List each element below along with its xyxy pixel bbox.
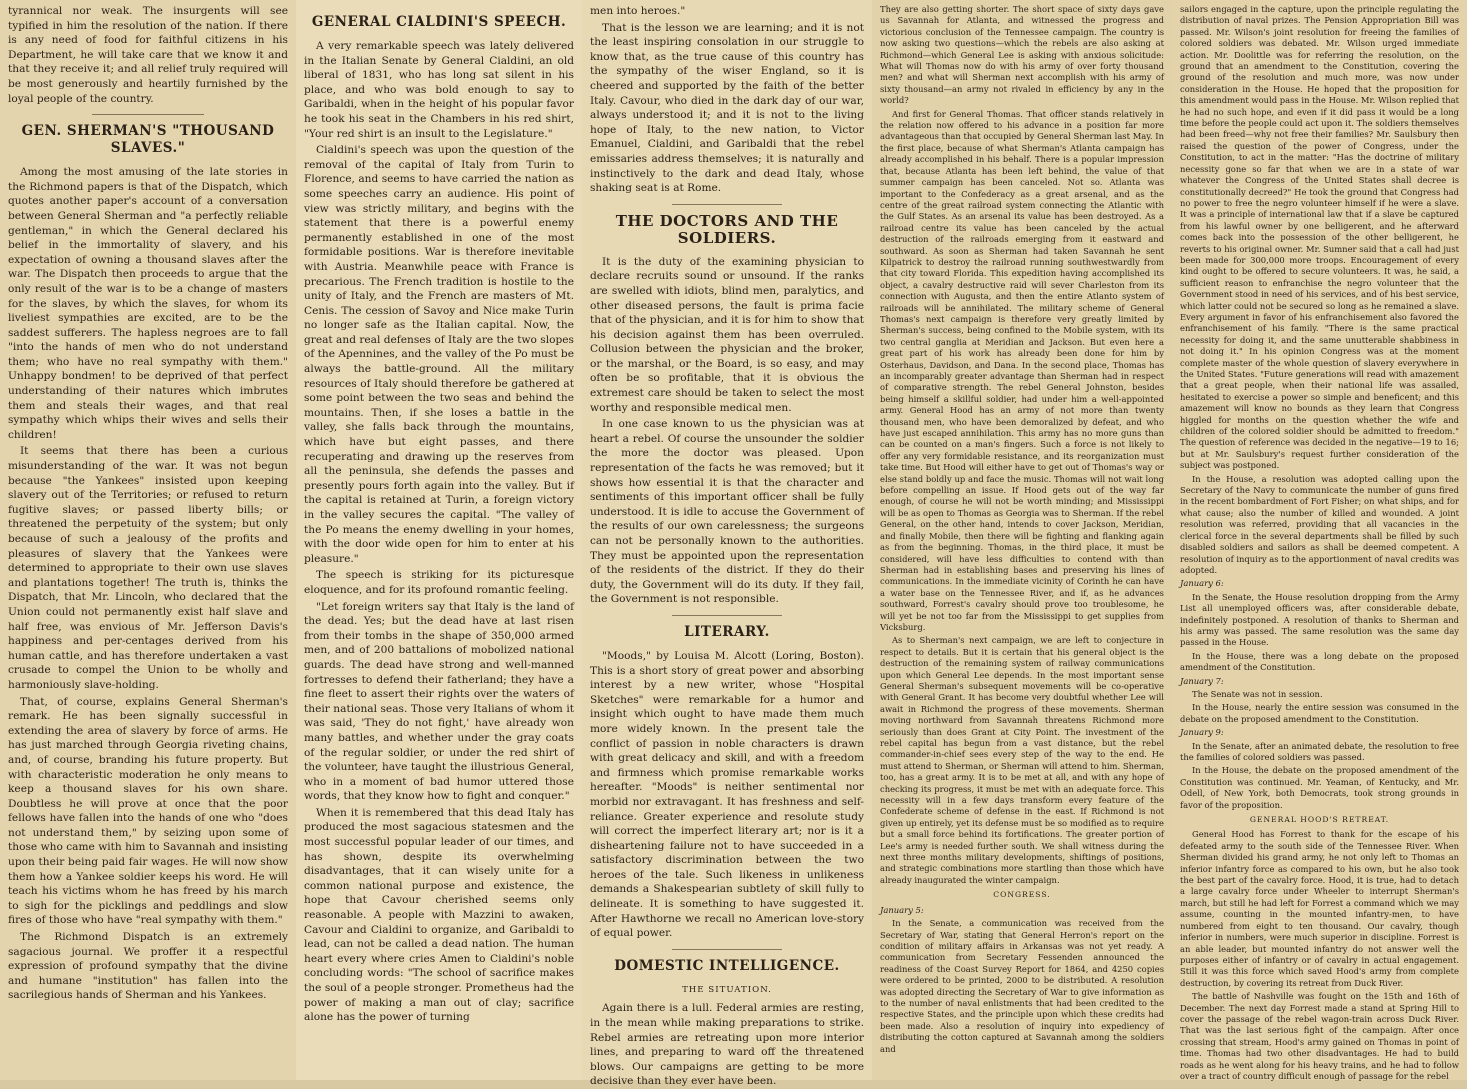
article-heading-domestic: DOMESTIC INTELLIGENCE. (614, 957, 840, 974)
article-paragraph: In the House, the debate on the proposed amendment of the Constitution was continued. Mr. Yeaman, of Kentucky, and Mr. Odell, of New York, both Democrats, took strong grounds in favor of the proposition. (1180, 765, 1459, 810)
article-paragraph: A very remarkable speech was lately delivered in the Italian Senate by General Cialdini, an old liberal of 1831, who has long sat silent in his place, and who was bold enough to say to Garibaldi, when in the height of his popular favor he took his seat in the Chambers in his red shirt, "Your red shirt is an insult to the Legislature." (304, 40, 574, 140)
article-paragraph: In the Senate, the House resolution dropping from the Army List all unemployed officers was, after considerable debate, indefinitely postponed. A resolution of thanks to Sherman and his army was passed. The same resolution was the same day passed in the House. (1180, 591, 1459, 648)
column-1 (0, 0, 296, 1080)
divider (672, 615, 782, 616)
date-line: January 7: (1180, 675, 1224, 686)
article-paragraph: In the Senate, after an animated debate, the resolution to free the families of colored soldiers was passed. (1180, 740, 1459, 762)
article-paragraph: And first for General Thomas. That officer stands relatively in the relation now offered to his advance in a position far more advantageous than that occupied by General Sherman last May. In the first place, because of what Sherman's Atlanta campaign has already accomplished in his behalf. There is a popular impression that, because Atlanta has been left behind, the value of that summer campaign has been canceled. Not so. Atlanta was important to the Confederacy as a great arsenal, and as the centre of the great railroad system connecting the Atlantic with the Gulf States. As an arsenal its value has been destroyed. As a railroad centre its value has been canceled by the actual destruction of the railroads emerging from it eastward and southward. As soon as Sherman had taken Savannah he sent Kilpatrick to destroy the railroad running southwestwardly from that city toward Florida. This expedition having accomplished its object, a cavalry destructive raid will sever Charleston from its connection with Augusta, and then the entire Atlanto system of railroads will be annihilated. The military scheme of General Thomas's next campaign is therefore very greatly limited by Sherman's success, being confined to the Mobile system, with its two central ganglia at Meridian and Jackson. But even here a great part of his work has already been done for him by Osterhaus, Davidson, and Dana. In the second place, Thomas has an incomparably greater advantage than Sherman had in respect of comparative strength. The rebel General Johnston, besides being himself a skillful soldier, had under him a well-appointed army. General Hood has an army of not more than twenty thousand men, who have been demoralized by defeat, and who have just escaped annihilation. This army has no more guns than can be counted on a man's fingers. Such a force is not likely to offer any very formidable resistance, and its reorganization must take time. But Hood will either have to get out of Thomas's way or else stand boldly up and face the music. Thomas will not wait long before compelling an issue. If Hood gets out of the way far enough, of course he will not be worth minding; and Mississippi will be as open to Thomas as Georgia was to Sherman. If the rebel General, on the other hand, intends to cover Jackson, Meridian, and finally Mobile, then there will be fighting and flanking again as from the beginning. Thomas, in the third place, it must be considered, will have less difficulties to contend with than Sherman had in establishing bases and preserving his lines of communications. In the immediate vicinity of Corinth he can have a water base on the Tennessee River, and if, as he advances southward, Forrest's cavalry should prove too troublesome, he will yet be not too far from the Mississippi to get supplies from Vicksburg. (880, 108, 1164, 632)
divider (672, 949, 782, 950)
article-paragraph: Again there is a lull. Federal armies are resting, in the mean while making preparations to strike. Rebel armies are retreating upon more interior lines, and preparing to ward off the threatened blows. Our campaigns are getting to be more decisive than they ever have been. (590, 1002, 864, 1088)
article-paragraph: In one case known to us the physician was at heart a rebel. Of course the unsounder the soldier the more the doctor was pleased. Upon representation of the facts he was removed; but it shows how essential it is that the character and sentiments of this important officer shall be fully understood. It is idle to accuse the Government of the results of our own carelessness; the surgeons can not be personally known to the authorities. They must be appointed upon the representation of the residents of the district. If they do their duty, the Government will do its duty. If they fail, the Government is not responsible. (590, 418, 864, 606)
divider (672, 204, 782, 205)
column-3-intro: men into heroes." (590, 5, 686, 17)
column-4 (872, 0, 1172, 1080)
article-paragraph: The Senate was not in session. (1192, 688, 1323, 699)
article-paragraph: That, of course, explains General Sherman's remark. He has been signally successful in extending the area of slavery by force of arms. He has just marched through Georgia riveting chains, and, of course, branding his future property. But with characteristic moderation he only means to keep a thousand slaves for his own share. Doubtless he will prove at once that the poor fellows have fallen into the hands of one who "does not understand them," by seizing upon some of those who came with him to Savannah and insisting upon their being paid fair wages. He will now show them how a Yankee soldier keeps his word. He will teach his victims whom he has freed by his march to sigh for the picklings and peddlings and slow fires of those who have "real sympathy with them." (8, 695, 288, 927)
article-paragraph: sailors engaged in the capture, upon the principle regulating the distribution of naval prizes. The Pension Appropriation Bill was passed. Mr. Wilson's joint resolution for freeing the families of colored soldiers was debated. Mr. Wilson urged immediate action. Mr. Doolittle was for referring the resolution, on the ground that an amendment to the Constitution, covering the ground of the resolution and much more, was now under consideration in the House. He hoped that the proposition for this amendment would pass in the House. Mr. Wilson replied that he had no such hope, and even if it did pass it would be a long time before the people could act upon it. The soldiers themselves had been freed—why not free their families? Mr. Saulsbury then raised the question of the power of Congress, under the Constitution, to act in the matter: "Has the doctrine of military necessity gone so far that when we are in a state of war whatever the Congress of the United States shall decree is constitutionally decreed?" He took the ground that Congress had no power to free the negro volunteer himself if he were a slave. It was a principle of international law that if a slave be captured from his lawful owner by one belligerent, and he afterward comes back into the possession of the other belligerent, he reverts to his original owner. Mr. Sumner said that a call had just been made for 300,000 more troops. Encouragement of every kind ought to be offered to secure volunteers. It was, he said, a sufficient reason to enfranchise the negro volunteer that the Government stood in need of his services, and of his best service, which latter could not be secured so long as he remained a slave. Every argument in favor of his enfranchisement also favored the enfranchisement of his family. "There is the same practical necessity for doing it, and the same unutterable shabbiness in not doing it." In his opinion Congress was at the moment complete master of the whole question of slavery everywhere in the United States. "Future generations will read with amazement that a great people, when their national life was assailed, hesitated to exercise a power so simple and beneficent; and this amazement will know no bounds as they learn that Congress higgled for months on the question whether the wife and children of the colored soldier should be admitted to freedom." The question of reference was decided in the negative—19 to 16; but at Mr. Saulsbury's request further consideration of the subject was postponed. (1180, 4, 1459, 471)
article-heading-literary: LITERARY. (684, 623, 770, 640)
article-heading-sherman: GEN. SHERMAN'S "THOUSAND SLAVES." (21, 123, 275, 157)
article-paragraph: The Richmond Dispatch is an extremely sagacious journal. We proffer it a respectful expression of profound sympathy that the divine and humane "institution" has fallen into the sacrilegious hands of Sherman and his Yankees. (8, 931, 288, 1002)
article-paragraph: In the House, there was a long debate on the proposed amendment of the Constitution. (1180, 650, 1459, 673)
article-paragraph: The battle of Nashville was fought on the 15th and 16th of December. The next day Forrest made a stand at Spring Hill to cover the passage of the rebel wagon-train across Duck River. That was the last serious fight of the campaign. After once crossing that stream, Hood's army gained on Thomas in point of time. Thomas had two other disadvantages. He had to build roads as he went along for his heavy trains, and he had to follow over a tract of country difficult enough of passage for the rebel (1180, 991, 1459, 1081)
section-subheading: GENERAL HOOD'S RETREAT. (1249, 815, 1390, 825)
article-paragraph: As to Sherman's next campaign, we are left to conjecture in respect to details. But it is certain that his general object is the destruction of the remaining system of railway communications upon which General Lee depends. In the most important sense General Sherman's subsequent movements will be co-operative with General Grant. It has become very doubtful whether Lee will await in Richmond the progress of these movements. Sherman moving northward from Savannah threatens Richmond more seriously than does Grant at City Point. The investment of the rebel capital has begun from a vast distance, but the rebel commander-in-chief sees every step of the way to the end. He must attend to Sherman, or Sherman will attend to him. Sherman, too, has a great army. It is to be met at all, and with any hope of checking its progress, it must be met with an adequate force. This necessity will in a few days transform every feature of the Confederate scheme of defense in the east. If Richmond is not given up entirely, yet its defense must be so modified as to require but a small force behind its fortifications. The greater portion of Lee's army is needed further south. We shall witness during the next three months military developments, shiftings of positions, and strategic combinations more startling than those which have already inaugurated the winter campaign. (880, 635, 1164, 885)
date-line: January 5: (880, 904, 924, 915)
article-paragraph: The speech is striking for its picturesque eloquence, and for its profound romantic feeling. (304, 569, 574, 596)
article-paragraph: In the House, nearly the entire session was consumed in the debate on the proposed amendment to the Constitution. (1180, 702, 1459, 724)
article-paragraph: It is the duty of the examining physician to declare recruits sound or unsound. If the ranks are swelled with idiots, blind men, paralytics, and other diseased persons, the fault is prima facie that of the physician, and it is for him to show that his decision against them has been overruled. Collusion between the physician and the broker, or the marshal, or the Board, is so easy, and may often be so profitable, that it is obvious the extremest care should be taken to select the most worthy and responsible medical men. (590, 255, 864, 414)
article-paragraph: It seems that there has been a curious misunderstanding of the war. It was not begun because "the Yankees" insisted upon keeping slavery out of the Territories; or refused to return fugitive slaves; or passed liberty bills; or threatened the perpetuity of the system; but only because of such a jealousy of the profits and pleasures of slavery that the Yankees were determined to appropriate to their own use slaves and plantations together! The truth is, thinks the Dispatch, that Mr. Lincoln, who declared that the Union could not permanently exist half slave and half free, was envious of Mr. Jefferson Davis's happiness and per-centages derived from his human cattle, and has therefore undertaken a vast crusade to compel the Union to be wholly and harmoniously slave-holding. (8, 445, 288, 691)
divider (92, 114, 204, 115)
column-1-intro: tyrannical nor weak. The insurgents will see typified in him the resolution of the nation. If there is any need of food for faithful citizens in his Department, he will take care that we know it and that they receive it; and all relief truly required will be most generously and heartily furnished by the loyal people of the country. (8, 5, 288, 105)
article-paragraph: General Hood has Forrest to thank for the escape of his defeated army to the south side of the Tennessee River. When Sherman divided his grand army, he not only left to Thomas an inferior infantry force as compared to his own, but he also took the best part of the cavalry force. Hood, it is true, had to detach a large cavalry force under Wheeler to interrupt Sherman's march, but still he had left for Forrest a command which we may assume, counting in the mounted infantry-men, to have numbered from eight to ten thousand. Our cavalry, though inferior in numbers, were much superior in discipline. Forrest is an able leader, but mounted infantry do not answer well the purposes either of infantry or of cavalry in actual engagement. Still it was this force which saved Hood's army from complete destruction, by covering its retreat from Duck River. (1180, 829, 1459, 988)
article-paragraph: In the Senate, a communication was received from the Secretary of War, stating that General Herron's report on the condition of military affairs in Arkansas was not yet ready. A communication from Secretary Fessenden announced the readiness of the Coast Survey Report for 1864, and 4250 copies were ordered to be printed, 2000 to be distributed. A resolution was adopted directing the Secretary of War to give information as to the number of naval enlistments that had been credited to the respective States, and the principle upon which these credits had been made. Also a resolution of inquiry into expediency of distributing the cotton captured at Savannah among the soldiers and (880, 918, 1164, 1054)
article-paragraph: Among the most amusing of the late stories in the Richmond papers is that of the Dispatch, which quotes another paper's account of a conversation between General Sherman and "a perfectly reliable gentleman," in which the General declared his belief in the immortality of slavery, and his expectation of owning a thousand slaves after the war. The Dispatch then proceeds to argue that the only result of the war is to be a change of masters for the slaves, by which the slaves, for whom its liveliest sympathies are excited, are to be the saddest sufferers. The hapless negroes are to fall "into the hands of men who do not understand them; who have no real sympathy with them." Unhappy bondmen! to be deprived of that perfect understanding of their natures which imbrutes them and steals their wages, and that real sympathy which whips their wives and sells their children! (8, 166, 288, 441)
article-heading-cialdini: GENERAL CIALDINI'S SPEECH. (311, 14, 567, 30)
article-paragraph: When it is remembered that this dead Italy has produced the most sagacious statesmen and the most successful popular leader of our times, and has shown, despite its overwhelming disadvantages, that it can wisely unite for a common national purpose and existence, the hope that Cavour cherished seems only reasonable. A people with Mazzini to awaken, Cavour and Cialdini to organize, and Garibaldi to lead, can not be called a dead nation. The human heart every where cries Amen to Cialdini's noble concluding words: "The school of sacrifice makes the soul of a people stronger. Prometheus had the power of making a man out of clay; sacrifice alone has the power of turning (304, 806, 574, 1024)
column-3 (582, 0, 872, 1088)
section-subheading: THE SITUATION. (682, 984, 772, 995)
article-paragraph: "Moods," by Louisa M. Alcott (Loring, Boston). This is a short story of great power and absorbing interest by a new writer, whose "Hospital Sketches" were remarkable for a humor and insight which ought to have made them much more widely known. In the present tale the conflict of passion in noble characters is drawn with great delicacy and skill, and with a freedom and firmness which promise remarkable works hereafter. "Moods" is neither sentimental nor morbid nor extravagant. It has freshness and self-reliance. Greater experience and resolute study will correct the imperfect literary art; nor is it a disheartening failure not to have succeeded in a satisfactory discrimination between the two heroes of the tale. Such likeness in unlikeness demands a Shakespearian subtlety of skill fully to delineate. It is something to have suggested it. After Hawthorne we recall no American love-story of equal power. (590, 649, 864, 940)
date-line: January 9: (1180, 727, 1224, 738)
section-subheading: CONGRESS. (993, 890, 1051, 900)
column-5 (1172, 0, 1467, 1080)
article-paragraph: They are also getting shorter. The short space of sixty days gave us Savannah for Atlanta, and witnessed the progress and victorious conclusion of the Tennessee campaign. The country is now asking two questions—which the rebels are also asking at Richmond—which General Lee is asking with anxious solicitude: What will Thomas now do with his army of over forty thousand men? and what will Sherman next accomplish with his army of sixty thousand—an army not rivaled in efficiency by any in the world? (880, 4, 1164, 106)
article-heading-doctors: THE DOCTORS AND THE SOLDIERS. (615, 211, 839, 247)
column-2 (296, 0, 582, 1080)
article-paragraph: Cialdini's speech was upon the question of the removal of the capital of Italy from Turin to Florence, and seems to have carried the nation as some speeches carry an audience. His point of view was strictly military, and begins with the statement that there is a powerful enemy permanently established in one of the most formidable positions. War is therefore inevitable with Austria. Meanwhile peace with France is precarious. The French tradition is hostile to the unity of Italy, and the French are masters of Mt. Cenis. The cession of Savoy and Nice make Turin no longer safe as the Italian capital. Now, the great and real defenses of Italy are the two slopes of the Apennines, and the valley of the Po must be always the battle-ground. All the military resources of Italy should therefore be gathered at some point between the two seas and behind the mountains. Then, if she loses a battle in the valley, she falls back through the mountains, which have but eight passes, and there recuperating and drawing up the reserves from all the peninsula, she defends the passes and presently pours forth again into the valley. But if the capital is retained at Turin, a foreign victory in the valley secures the capital. "The valley of the Po means the enemy dwelling in your homes, with the door wide open for him to enter at his pleasure." (304, 144, 574, 565)
date-line: January 6: (1180, 578, 1224, 589)
article-paragraph: That is the lesson we are learning; and it is not the least inspiring consolation in our struggle to know that, as the true cause of this country has the sympathy of the wiser England, so it is cheered and supported by the faith of the better Italy. Cavour, who died in the dark day of our war, always understood it; and it is not to the living hope of Italy, to the new nation, to Victor Emanuel, Cialdini, and Garibaldi that the rebel emissaries address themselves; it is naturally and instinctively to the dark and dead Italy, whose shaking seat is at Rome. (590, 21, 864, 195)
article-quote: "Let foreign writers say that Italy is the land of the dead. Yes; but the dead have at last risen from their tombs in the shape of 350,000 armed men, and of 200 battalions of mobolized national guards. The dead have strong and well-manned fortresses to defend their fatherland; they have a fine fleet to assert their rights over the waters of their national seas. Those very Italians of whom it was said, 'They do not fight,' have already won many battles, and whether under the gray coats of the regular soldier, or under the red shirt of the volunteer, have taught the illustrious General, who in a moment of bad humor uttered those words, that they know how to fight and conquer." (304, 600, 574, 803)
article-paragraph: In the House, a resolution was adopted calling upon the Secretary of the Navy to communicate the number of guns fired in the recent bombardment of Fort Fisher; on what ships, and for what cause; also the number of killed and wounded. A joint resolution was referred, providing that all vacancies in the clerical force in the several departments shall be filled by such disabled soldiers and sailors as shall be deemed competent. A resolution of inquiry as to the apportionment of naval credits was adopted. (1180, 473, 1459, 575)
